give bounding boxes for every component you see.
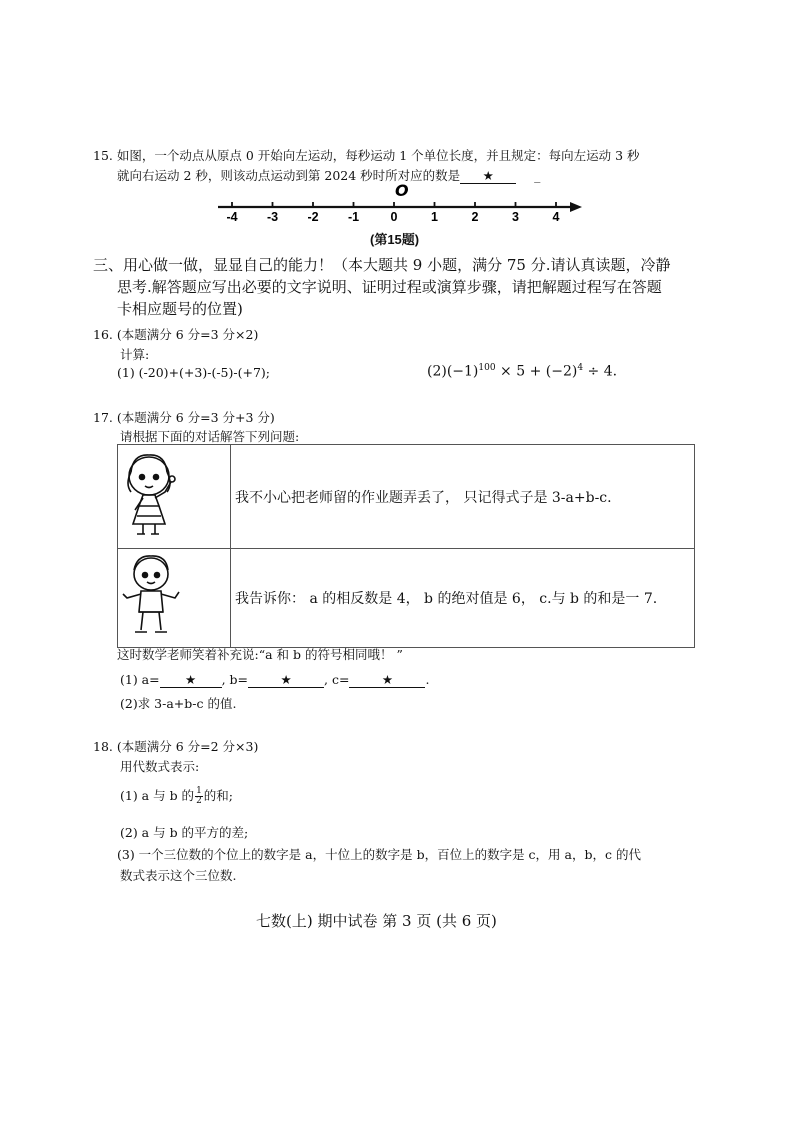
- page-footer: 七数(上) 期中试卷 第 3 页 (共 6 页): [256, 912, 497, 930]
- number-line-arrow: [570, 202, 582, 212]
- q18-header: 18. (本题满分 6 分=2 分×3): [93, 739, 259, 754]
- q17-header: 17. (本题满分 6 分=3 分+3 分): [93, 410, 275, 425]
- q17-part1-end: .: [425, 672, 430, 687]
- q18-part1: [120, 786, 233, 806]
- answer-blank-b: ★: [248, 673, 324, 688]
- q17-teacher-remark: 这时数学老师笑着补充说:“a 和 b 的符号相同哦！ ”: [117, 647, 403, 662]
- tick-label: 2: [471, 210, 479, 224]
- section3-line2: 思考.解答题应写出必要的文字说明、证明过程或演算步骤，请把解题过程写在答题: [117, 278, 662, 296]
- q17-part1-c-label: , c=: [324, 672, 350, 687]
- boy-picture-cell: [118, 549, 231, 648]
- number-line-ticks: [226, 202, 559, 224]
- q16-exp-4: 4: [577, 363, 584, 373]
- tick-label: 0: [390, 210, 398, 224]
- q17-instruction: 请根据下面的对话解答下列问题:: [120, 429, 300, 444]
- tick-label: 3: [512, 210, 519, 224]
- q15-line1: 15. 如图，一个动点从原点 0 开始向左运动，每秒运动 1 个单位长度，并且规定：每向左运动 3 秒: [93, 148, 640, 163]
- girl-dialog-text: 我不小心把老师留的作业题弄丢了， 只记得式子是 3-a+b-c.: [231, 445, 695, 549]
- girl-cartoon-icon: [119, 446, 229, 543]
- dialog-row-girl: [118, 445, 695, 549]
- section3-line3: 卡相应题号的位置): [117, 300, 243, 318]
- q17-part1-a-label: (1) a=: [120, 672, 160, 687]
- q16-part1: (1) (-20)+(+3)-(-5)-(+7);: [117, 365, 270, 380]
- tick-label: -1: [347, 210, 360, 224]
- q16-part2-prefix: (2)(−1): [427, 363, 479, 380]
- q17-part1: [120, 672, 429, 688]
- q18-instruction: 用代数式表示:: [120, 759, 200, 774]
- q15-caption: (第15题): [370, 232, 420, 247]
- q18-part3-line1: (3) 一个三位数的个位上的数字是 a，十位上的数字是 b，百位上的数字是 c，用 a，b，c 的代: [117, 847, 641, 862]
- q16-part2-mid: × 5 + (−2): [495, 363, 578, 380]
- girl-picture-cell: [118, 445, 231, 549]
- q16-header: 16. (本题满分 6 分=3 分×2): [93, 327, 259, 342]
- fraction-numerator: 1: [196, 786, 202, 796]
- q17-part2: (2)求 3-a+b-c 的值.: [120, 696, 237, 711]
- section3-line1: 三、用心做一做，显显自己的能力！（本大题共 9 小题，满分 75 分.请认真读题，冷静: [93, 256, 671, 274]
- q16-part2: [427, 363, 617, 380]
- q18-part3-line2: 数式表示这个三位数.: [120, 868, 237, 883]
- q17-part1-b-label: , b=: [221, 672, 249, 687]
- dialog-table: [117, 444, 695, 648]
- q16-exp-100: 100: [478, 363, 496, 373]
- answer-blank-c: ★: [349, 673, 425, 688]
- q15-answer-blank: ★: [460, 169, 516, 184]
- q15-trailing-mark: _: [534, 168, 541, 183]
- fraction-denominator: 2: [196, 796, 202, 806]
- answer-blank-a: ★: [160, 673, 222, 688]
- origin-label: O: [395, 181, 409, 200]
- tick-label: 4: [552, 210, 560, 224]
- one-half-fraction: [195, 787, 203, 806]
- tick-label: -4: [226, 210, 238, 224]
- dialog-row-boy: [118, 549, 695, 648]
- tick-label: -2: [307, 210, 319, 224]
- q16-part2-suffix: ÷ 4.: [583, 363, 618, 380]
- q16-instruction: 计算:: [120, 347, 150, 362]
- q18-part2: (2) a 与 b 的平方的差;: [120, 825, 249, 840]
- number-line: [210, 180, 590, 224]
- q18-part1-suffix: 的和;: [203, 788, 234, 803]
- boy-cartoon-icon: [119, 550, 229, 642]
- boy-dialog-text: 我告诉你： a 的相反数是 4， b 的绝对值是 6， c.与 b 的和是一 7.: [231, 549, 695, 648]
- q15-line2-text: 就向右运动 2 秒，则该动点运动到第 2024 秒时所对应的数是: [117, 168, 461, 183]
- tick-label: 1: [431, 210, 438, 224]
- q18-part1-prefix: (1) a 与 b 的: [120, 788, 195, 803]
- tick-label: -3: [266, 210, 279, 224]
